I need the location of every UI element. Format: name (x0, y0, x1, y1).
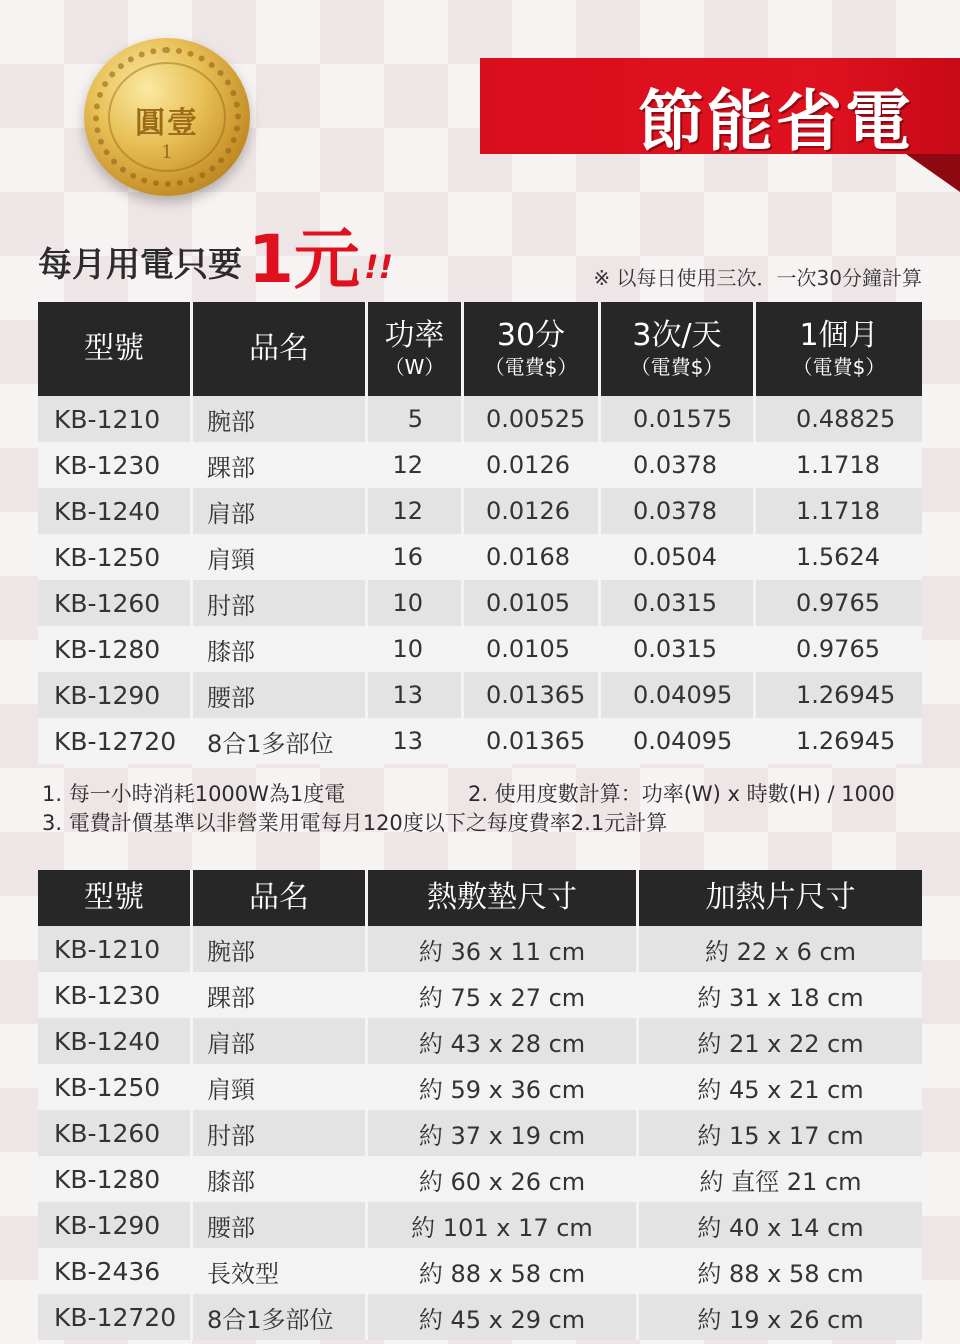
table-row (38, 1018, 922, 1064)
table-row (38, 1294, 922, 1340)
cell-month-cost: 1.1718 (756, 442, 922, 488)
cell-model: KB-1210 (38, 926, 193, 972)
coin-image (84, 38, 250, 196)
table-row (38, 1156, 922, 1202)
cell-pad-size: 約 101 x 17 cm (368, 1202, 639, 1248)
cell-per-day-cost: 0.0378 (601, 488, 756, 534)
cell-per-day-cost: 0.0315 (601, 580, 756, 626)
cell-month-cost: 1.26945 (756, 672, 922, 718)
header-per-day: 3次/天 （電費$） (601, 302, 756, 396)
table-row (38, 1064, 922, 1110)
cell-name: 長效型 (193, 1248, 368, 1294)
cell-model: KB-2436 (38, 1248, 193, 1294)
cell-per-day-cost: 0.0315 (601, 626, 756, 672)
cell-model: KB-1240 (38, 1018, 193, 1064)
cell-model: KB-1250 (38, 1064, 193, 1110)
cell-heater-size: 約 88 x 58 cm (639, 1248, 922, 1294)
cell-name: 腕部 (193, 396, 368, 442)
cell-model: KB-1240 (38, 488, 193, 534)
cell-power: 10 (368, 626, 464, 672)
cell-30min-cost: 0.00525 (464, 396, 601, 442)
banner-fold (906, 154, 960, 192)
size-table (38, 870, 922, 1340)
header-name: 品名 (193, 870, 368, 926)
cell-model: KB-1210 (38, 396, 193, 442)
table-row (38, 396, 922, 442)
table-row (38, 534, 922, 580)
headline-main: 每月用電只要 (38, 245, 242, 285)
table-header-row (38, 870, 922, 926)
cell-model: KB-1280 (38, 1156, 193, 1202)
cell-name: 8合1多部位 (193, 718, 368, 764)
cell-name: 腰部 (193, 672, 368, 718)
cell-30min-cost: 0.0105 (464, 580, 601, 626)
cell-per-day-cost: 0.0378 (601, 442, 756, 488)
cell-model: KB-1260 (38, 580, 193, 626)
coin-text: 圓壹 (135, 106, 199, 141)
header-model: 型號 (38, 302, 193, 396)
cell-name: 腰部 (193, 1202, 368, 1248)
cell-name: 肘部 (193, 1110, 368, 1156)
cell-power: 12 (368, 488, 464, 534)
cell-power: 13 (368, 718, 464, 764)
cell-name: 踝部 (193, 972, 368, 1018)
cell-30min-cost: 0.01365 (464, 718, 601, 764)
cell-heater-size: 約 19 x 26 cm (639, 1294, 922, 1340)
table-row (38, 442, 922, 488)
cell-power: 12 (368, 442, 464, 488)
header-month: 1個月 （電費$） (756, 302, 922, 396)
cell-name: 肩部 (193, 488, 368, 534)
cell-per-day-cost: 0.04095 (601, 718, 756, 764)
banner-title: 節能省電 (638, 83, 914, 160)
cell-model: KB-1290 (38, 1202, 193, 1248)
coin-numeral: 1 (161, 142, 173, 163)
cell-30min-cost: 0.0126 (464, 488, 601, 534)
cell-model: KB-1230 (38, 972, 193, 1018)
cell-heater-size: 約 15 x 17 cm (639, 1110, 922, 1156)
cell-name: 踝部 (193, 442, 368, 488)
usage-note: ※ 以每日使用三次．一次30分鐘計算 (593, 266, 922, 290)
header-pad-size: 熱敷墊尺寸 (368, 870, 639, 926)
cell-pad-size: 約 88 x 58 cm (368, 1248, 639, 1294)
headline-exclaim: !! (363, 248, 394, 286)
cell-name: 膝部 (193, 626, 368, 672)
calculation-notes (42, 780, 922, 838)
table-row (38, 718, 922, 764)
cell-pad-size: 約 43 x 28 cm (368, 1018, 639, 1064)
table-row (38, 626, 922, 672)
headline-amount: 1元 (248, 221, 360, 298)
cell-model: KB-1230 (38, 442, 193, 488)
cell-heater-size: 約 22 x 6 cm (639, 926, 922, 972)
header-power: 功率 （W） (368, 302, 464, 396)
cell-name: 腕部 (193, 926, 368, 972)
cell-30min-cost: 0.0126 (464, 442, 601, 488)
cell-per-day-cost: 0.04095 (601, 672, 756, 718)
cell-model: KB-1260 (38, 1110, 193, 1156)
cell-month-cost: 0.48825 (756, 396, 922, 442)
cell-power: 13 (368, 672, 464, 718)
cell-name: 肩頸 (193, 534, 368, 580)
table-row (38, 926, 922, 972)
table-header-row (38, 302, 922, 396)
table-row (38, 1110, 922, 1156)
cell-month-cost: 1.26945 (756, 718, 922, 764)
cell-30min-cost: 0.0168 (464, 534, 601, 580)
header-heater-size: 加熱片尺寸 (639, 870, 922, 926)
note-3: 3. 電費計價基準以非營業用電每月120度以下之每度費率2.1元計算 (42, 811, 668, 835)
cell-30min-cost: 0.01365 (464, 672, 601, 718)
cell-per-day-cost: 0.0504 (601, 534, 756, 580)
header-30min: 30分 （電費$） (464, 302, 601, 396)
table-row (38, 1202, 922, 1248)
table-row (38, 488, 922, 534)
cell-heater-size: 約 21 x 22 cm (639, 1018, 922, 1064)
cell-pad-size: 約 36 x 11 cm (368, 926, 639, 972)
note-2: 2. 使用度數計算：功率(W) x 時數(H) / 1000 (468, 782, 895, 806)
cell-model: KB-12720 (38, 1294, 193, 1340)
cell-pad-size: 約 37 x 19 cm (368, 1110, 639, 1156)
cell-pad-size: 約 60 x 26 cm (368, 1156, 639, 1202)
cell-month-cost: 1.1718 (756, 488, 922, 534)
cell-pad-size: 約 75 x 27 cm (368, 972, 639, 1018)
cell-power: 10 (368, 580, 464, 626)
cell-name: 肩頸 (193, 1064, 368, 1110)
cell-name: 肘部 (193, 580, 368, 626)
cell-model: KB-1250 (38, 534, 193, 580)
cell-power: 5 (368, 396, 464, 442)
cell-power: 16 (368, 534, 464, 580)
cell-name: 膝部 (193, 1156, 368, 1202)
electricity-cost-table (38, 302, 922, 764)
header-name: 品名 (193, 302, 368, 396)
cell-model: KB-1290 (38, 672, 193, 718)
cell-heater-size: 約 31 x 18 cm (639, 972, 922, 1018)
headline (38, 221, 394, 298)
table-row (38, 672, 922, 718)
title-banner (480, 58, 960, 160)
cell-month-cost: 0.9765 (756, 580, 922, 626)
cell-month-cost: 0.9765 (756, 626, 922, 672)
cell-month-cost: 1.5624 (756, 534, 922, 580)
table-row (38, 1248, 922, 1294)
cell-model: KB-1280 (38, 626, 193, 672)
cell-heater-size: 約 直徑 21 cm (639, 1156, 922, 1202)
cell-model: KB-12720 (38, 718, 193, 764)
cell-30min-cost: 0.0105 (464, 626, 601, 672)
cell-name: 8合1多部位 (193, 1294, 368, 1340)
table-row (38, 580, 922, 626)
cell-heater-size: 約 45 x 21 cm (639, 1064, 922, 1110)
note-1: 1. 每一小時消耗1000W為1度電 (42, 782, 346, 806)
cell-name: 肩部 (193, 1018, 368, 1064)
header-model: 型號 (38, 870, 193, 926)
cell-pad-size: 約 59 x 36 cm (368, 1064, 639, 1110)
cell-pad-size: 約 45 x 29 cm (368, 1294, 639, 1340)
cell-per-day-cost: 0.01575 (601, 396, 756, 442)
cell-heater-size: 約 40 x 14 cm (639, 1202, 922, 1248)
table-row (38, 972, 922, 1018)
